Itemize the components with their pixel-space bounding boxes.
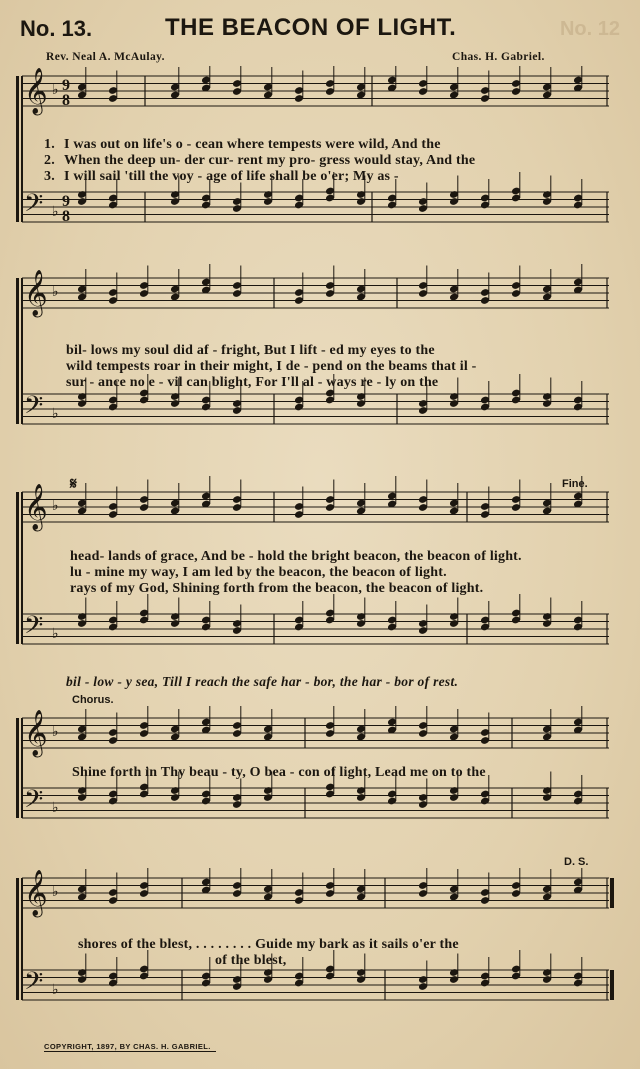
treble-clef-icon: 𝄞 — [24, 484, 48, 530]
flat-key-signature-icon: ♭ — [52, 626, 59, 642]
verse-3-line-2: sur - ance no e - vil can blight, For I'll al - ways re - ly on the — [66, 375, 439, 390]
treble-clef-icon: 𝄞 — [24, 270, 48, 316]
flat-key-signature-icon: ♭ — [52, 204, 59, 220]
chorus-line-1: Shine forth in Thy beau - ty, O bea - con of light, Lead me on to the — [72, 765, 486, 780]
verse-3-line-1: 3. I will sail 'till the voy - age of life shall be o'er; My as - — [44, 169, 399, 184]
flat-key-signature-icon: ♭ — [52, 884, 59, 900]
verse-1-line-3: head- lands of grace, And be - hold the bright beacon, the beacon of light. — [70, 549, 522, 564]
bass-clef-icon: 𝄢 — [24, 391, 44, 426]
bass-clef-icon: 𝄢 — [24, 967, 44, 1002]
treble-clef-icon: 𝄞 — [24, 710, 48, 756]
bass-lyric-line: bil - low - y sea, Till I reach the safe har - bor, the har - bor of rest. — [66, 674, 459, 689]
flat-key-signature-icon: ♭ — [52, 982, 59, 998]
flat-key-signature-icon: ♭ — [52, 284, 59, 300]
system-bracket — [16, 76, 19, 222]
time-signature-top: 9 — [62, 193, 70, 210]
ds-marking: D. S. — [564, 856, 589, 868]
lyricist-credit: Rev. Neal A. McAulay. — [46, 51, 165, 63]
copyright-underline — [44, 1051, 216, 1052]
verse-2-line-2: wild tempests roar in their might, I de - pend on the beams that il - — [66, 359, 477, 374]
final-barline — [610, 970, 614, 1000]
copyright-notice: COPYRIGHT, 1897, BY CHAS. H. GABRIEL. — [44, 1042, 211, 1051]
verse-1-line-2: bil- lows my soul did af - fright, But I lift - ed my eyes to the — [66, 343, 435, 358]
final-barline — [610, 878, 614, 908]
system-bracket — [16, 492, 19, 644]
fine-marking: Fine. — [562, 478, 588, 490]
system-bracket — [16, 718, 19, 818]
segno-sign: 𝄋 — [70, 476, 77, 493]
verse-3-line-3: rays of my God, Shining forth from the beacon, the beacon of light. — [70, 581, 484, 596]
treble-clef-icon: 𝄞 — [24, 870, 48, 916]
verse-1-line-1: 1. I was out on life's o - cean where tempests were wild, And the — [44, 137, 441, 152]
system-bracket — [16, 278, 19, 424]
music-system-4 — [12, 706, 622, 856]
flat-key-signature-icon: ♭ — [52, 498, 59, 514]
hymn-title: THE BEACON OF LIGHT. — [165, 14, 457, 41]
flat-key-signature-icon: ♭ — [52, 724, 59, 740]
staff-lines-system-4 — [12, 706, 622, 856]
bleed-through-number: No. 12 — [559, 18, 620, 40]
chorus-line-2: shores of the blest, . . . . . . . . Guide my bark as it sails o'er the — [78, 937, 459, 952]
bass-clef-icon: 𝄢 — [24, 611, 44, 646]
system-bracket — [16, 878, 19, 1000]
hymn-header — [20, 12, 620, 46]
chorus-marking: Chorus. — [72, 694, 114, 706]
flat-key-signature-icon: ♭ — [52, 406, 59, 422]
flat-key-signature-icon: ♭ — [52, 800, 59, 816]
bass-clef-icon: 𝄢 — [24, 189, 44, 224]
chorus-line-2-alt: of the blest, — [215, 953, 287, 968]
hymn-number: No. 13. — [20, 16, 93, 41]
time-signature-bottom: 8 — [62, 208, 70, 225]
composer-credit: Chas. H. Gabriel. — [452, 51, 545, 63]
bass-clef-icon: 𝄢 — [24, 785, 44, 820]
flat-key-signature-icon: ♭ — [52, 82, 59, 98]
verse-2-line-3: lu - mine my way, I am led by the beacon, the beacon of light. — [70, 565, 447, 580]
time-signature-bottom: 8 — [62, 92, 70, 109]
verse-2-line-1: 2. When the deep un- der cur- rent my pro- gress would stay, And the — [44, 153, 476, 168]
time-signature-top: 9 — [62, 77, 70, 94]
treble-clef-icon: 𝄞 — [24, 68, 48, 114]
